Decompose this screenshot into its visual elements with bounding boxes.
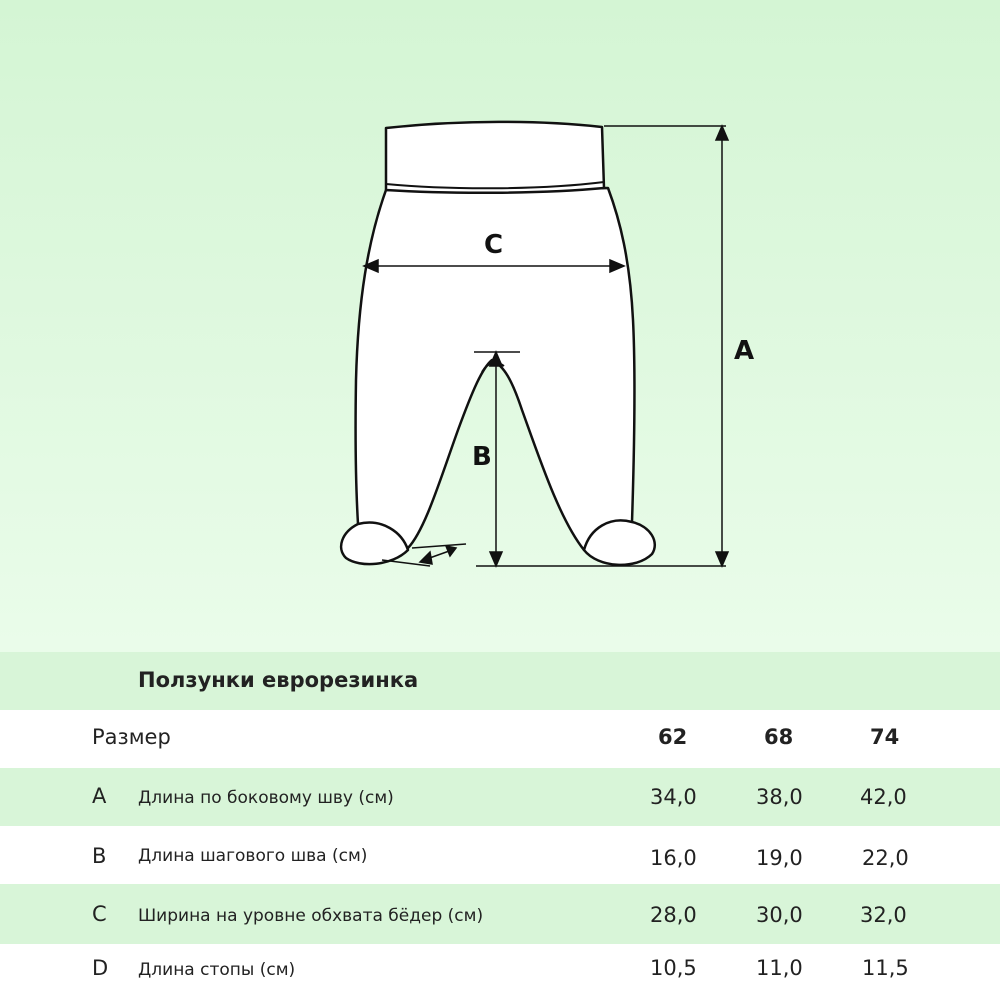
row-letter: D — [92, 956, 109, 980]
row-value: 42,0 — [860, 785, 907, 809]
row-value: 22,0 — [862, 846, 909, 870]
row-value: 11,5 — [862, 956, 909, 980]
row-letter: A — [92, 784, 107, 808]
table-row — [0, 884, 1000, 944]
table-row — [0, 768, 1000, 826]
row-value: 32,0 — [860, 903, 907, 927]
row-description: Длина шагового шва (см) — [138, 846, 368, 866]
row-value: 10,5 — [650, 956, 697, 980]
size-column-header: 74 — [870, 725, 900, 749]
row-value: 30,0 — [756, 903, 803, 927]
row-description: Длина стопы (см) — [138, 960, 296, 980]
dimension-label-c: C — [484, 230, 504, 260]
waistband-outline — [386, 122, 604, 193]
row-description: Длина по боковому шву (см) — [138, 788, 394, 808]
row-value: 28,0 — [650, 903, 697, 927]
table-header-row — [0, 710, 1000, 768]
row-value: 38,0 — [756, 785, 803, 809]
size-column-header: 62 — [658, 725, 688, 749]
row-value: 11,0 — [756, 956, 803, 980]
table-title: Ползунки еврорезинка — [138, 668, 419, 692]
row-value: 19,0 — [756, 846, 803, 870]
row-value: 34,0 — [650, 785, 697, 809]
table-row — [0, 826, 1000, 884]
dimension-label-b: B — [472, 442, 492, 472]
row-letter: B — [92, 844, 107, 868]
size-header-label: Размер — [92, 725, 171, 749]
size-column-header: 68 — [764, 725, 794, 749]
table-row — [0, 944, 1000, 1000]
table-title-row — [0, 652, 1000, 710]
row-value: 16,0 — [650, 846, 697, 870]
row-letter: C — [92, 902, 107, 926]
row-description: Ширина на уровне обхвата бёдер (см) — [138, 906, 484, 926]
dimension-label-a: A — [734, 336, 755, 366]
